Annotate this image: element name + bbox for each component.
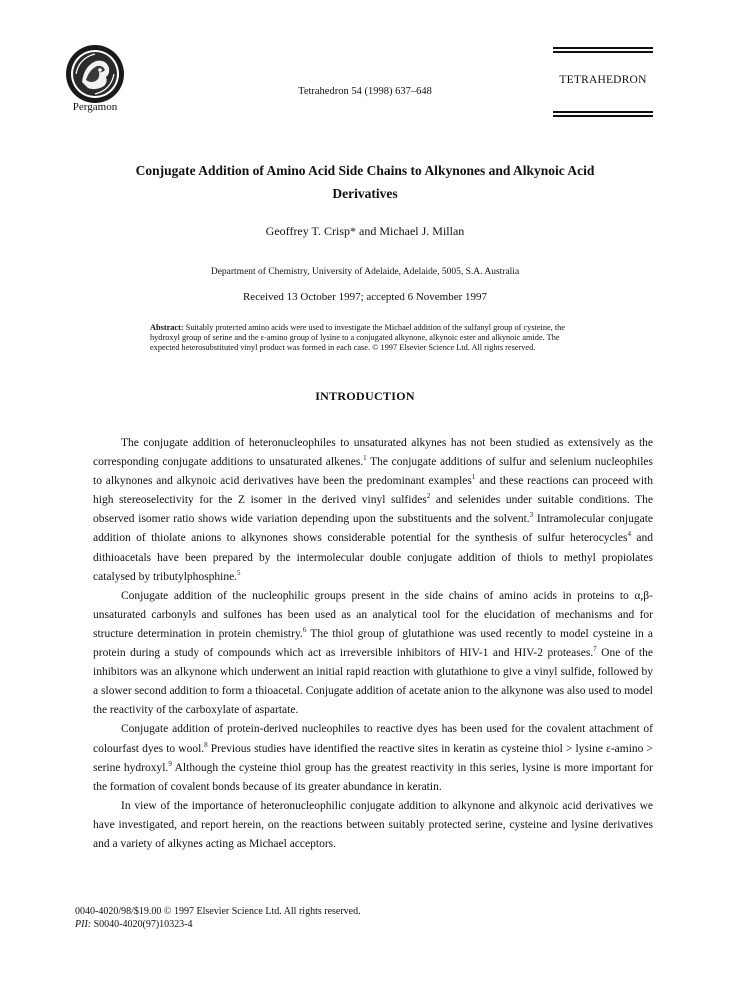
reference-mark: 1	[363, 454, 367, 463]
pii-label: PII:	[75, 918, 92, 930]
publisher-name: Pergamon	[72, 101, 118, 113]
paragraph	[93, 720, 653, 796]
text-run: and dithioacetals have been prepared by the intermolecular double conjugate addition of thiols to methyl propiolates catalysed by tributylphosphine.	[93, 532, 654, 583]
journal-citation: Tetrahedron 54 (1998) 637–648	[298, 86, 432, 97]
text-run: The conjugate addition of heteronucleophiles to unsaturated alkynes has not been studied as extensively as the corresponding conjugate additions to unsaturated alkenes.	[93, 437, 653, 469]
header-rule-bottom	[553, 111, 653, 119]
text-run: The thiol group of glutathione was used recently to model cysteine in a protein during a study of compounds which act as irreversible inhibitors of HIV-1 and HIV-2 proteases.	[93, 627, 653, 660]
abstract-copyright: © 1997 Elsevier Science Ltd. All rights reserved.	[370, 343, 536, 353]
reference-mark: 8	[204, 740, 208, 749]
abstract-text: Suitably protected amino acids were used to investigate the Michael addition of the sulfanyl group of cysteine, the hydroxyl group of serine and the ε-amino group of lysine to a conjugated alkynone, alkynoic ester and alkynoic amide. The expected heterosubstituted vinyl product was formed in each case.	[150, 323, 565, 353]
pii-value: S0040-4020(97)10323-4	[91, 918, 193, 930]
pii-line	[75, 919, 495, 932]
text-run: The conjugate additions of sulfur and selenium nucleophiles to alkynones and alkynoic acid derivatives have been the predominant examples	[93, 456, 653, 488]
body-text	[93, 434, 653, 854]
received-dates: Received 13 October 1997; accepted 6 November 1997	[242, 291, 488, 303]
text-run: Conjugate addition of protein-derived nucleophiles to reactive dyes has been used for the covalent attachment of colourfast dyes to wool.	[93, 723, 653, 755]
copyright-line: 0040-4020/98/$19.00 © 1997 Elsevier Science Ltd. All rights reserved.	[75, 906, 361, 917]
reference-mark: 6	[302, 625, 307, 634]
reference-mark: 9	[168, 759, 172, 768]
text-run: Intramolecular conjugate addition of thiolate anions to alkynones shows considerable potential for the synthesis of sulfur heterocycles	[93, 513, 653, 545]
reference-mark: 4	[627, 530, 631, 539]
reference-mark: 1	[471, 473, 476, 482]
article-title: Conjugate Addition of Amino Acid Side Chains to Alkynones and Alkynoic Acid Derivatives	[135, 163, 595, 201]
text-run: Although the cysteine thiol group has the greatest reactivity in this series, lysine is more important for the formation of covalent bonds because of its greater abundance in keratin.	[93, 761, 653, 793]
footer	[75, 906, 495, 931]
text-run: and selenides under suitable conditions. The observed isomer ratio shows wide variation depending upon the substituents and the solvent.	[93, 494, 654, 526]
author-affiliation: Department of Chemistry, University of Adelaide, Adelaide, 5005, S.A. Australia	[210, 267, 520, 277]
abstract	[150, 323, 570, 354]
reference-mark: 5	[237, 568, 241, 577]
paragraph: In view of the importance of heteronucleophilic conjugate addition to alkynone and alkynoic acid derivatives we have investigated, and report herein, on the reactions between suitably protected serine, cysteine and lysine derivatives and a variety of alkynes acting as Michael acceptors.	[93, 799, 653, 850]
paragraph	[93, 434, 653, 587]
text-run: One of the inhibitors was an alkynone which underwent an initial rapid reaction with glutathione to give a vinyl sulfide, followed by a slower second addition to form a thioacetal. Conjugate addition of acetate anion to the alkynone was also used to model the reactivity of the carboxylate of aspartate.	[93, 647, 653, 717]
reference-mark: 2	[426, 492, 431, 501]
abstract-label: Abstract:	[150, 323, 184, 332]
text-run: and these reactions can proceed with high stereoselectivity for the Z isomer in the derived vinyl sulfides	[93, 475, 653, 507]
journal-name: TETRAHEDRON	[559, 74, 647, 86]
text-run: Conjugate addition of the nucleophilic groups present in the side chains of amino acids in proteins to α,β-unsaturated carbonyls and sulfones has been used as an analytical tool for the elucidation of mechanisms and for structure determination in protein chemistry.	[93, 589, 653, 640]
header-rule-top	[553, 47, 653, 55]
text-run: Previous studies have identified the reactive sites in keratin as cysteine thiol > lysine ε-amino > serine hydroxyl.	[93, 742, 653, 774]
article-authors: Geoffrey T. Crisp* and Michael J. Millan	[265, 224, 465, 238]
publisher-logo	[62, 44, 128, 104]
section-heading: INTRODUCTION	[315, 389, 415, 403]
reference-mark: 3	[529, 511, 534, 520]
paragraph	[93, 587, 653, 721]
reference-mark: 7	[593, 645, 597, 654]
